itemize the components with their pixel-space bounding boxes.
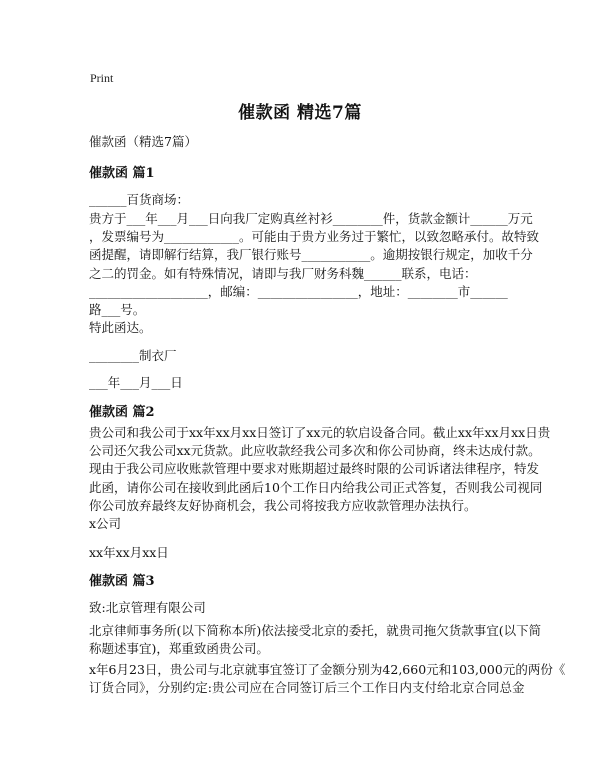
- body-line: 订货合同》，分别约定:贵公司应在合同签订后三个工作日内支付给北京合同总金: [89, 680, 525, 696]
- section-1-closing: 特此函达。: [89, 320, 152, 335]
- body-line: 现由于我公司应收账款管理中要求对账期超过最终时限的公司诉诸法律程序，特发: [89, 461, 540, 477]
- body-line: 北京律师事务所(以下简称本所)依法接受北京的委托，就贵司拖欠货款事宜(以下简: [89, 623, 542, 638]
- section-1-signature: ________制衣厂: [89, 348, 177, 363]
- section-1-body: [89, 210, 540, 319]
- body-line: 贵方于___年___月___日向我厂定购真丝衬衫________件，货款金额计______万元: [89, 211, 533, 226]
- body-line: 之二的罚金。如有特殊情况，请即与我厂财务科魏______联系，电话：: [89, 265, 477, 281]
- body-line: ___________________，邮编：________________，地址：________市______: [89, 283, 508, 299]
- page-title: 催款函 精选7篇: [238, 103, 362, 123]
- section-2-signature: x公司: [89, 516, 122, 531]
- section-3-paragraph-2: [89, 661, 566, 697]
- section-2-body: [89, 424, 551, 515]
- section-3-paragraph-1: [89, 622, 542, 658]
- section-2-heading: 催款函 篇2: [89, 405, 155, 420]
- print-link[interactable]: Print: [90, 71, 114, 85]
- body-line: ，发票编号为____________。可能由于贵方业务过于繁忙，以致忽略承付。故特致: [89, 229, 540, 245]
- section-3-salutation: 致:北京管理有限公司: [89, 600, 206, 615]
- body-line: 你公司放弃最终友好协商机会，我公司将按我方应收款管理办法执行。: [89, 497, 477, 513]
- body-line: 函提醒，请即解行结算，我厂银行账号___________。逾期按银行规定，加收千分: [89, 247, 533, 263]
- body-line: 贵公司和我公司于xx年xx月xx日签订了xx元的软启设备合同。截止xx年xx月xx日贵: [89, 425, 551, 440]
- section-3-heading: 催款函 篇3: [89, 574, 155, 589]
- body-line: 公司还欠我公司xx元货款。此应收款经我公司多次和你公司协商，终未达成付款。: [89, 443, 541, 459]
- section-1-salutation: ______百货商场：: [89, 192, 190, 207]
- body-line: 路___号。: [89, 302, 146, 318]
- section-1-date: ___年___月___日: [89, 375, 183, 390]
- section-2-date: xx年xx月xx日: [89, 545, 169, 560]
- section-1-heading: 催款函 篇1: [89, 166, 155, 181]
- body-line: x年6月23日，贵公司与北京就事宜签订了金额分别为42,660元和103,000元的两份《: [89, 662, 566, 677]
- body-line: 此函，请你公司在接收到此函后10个工作日内给我公司正式答复，否则我公司视同: [89, 479, 543, 495]
- document-subtitle: 催款函（精选7篇）: [89, 134, 197, 149]
- body-line: 称题述事宜)，郑重致函贵公司。: [89, 641, 269, 657]
